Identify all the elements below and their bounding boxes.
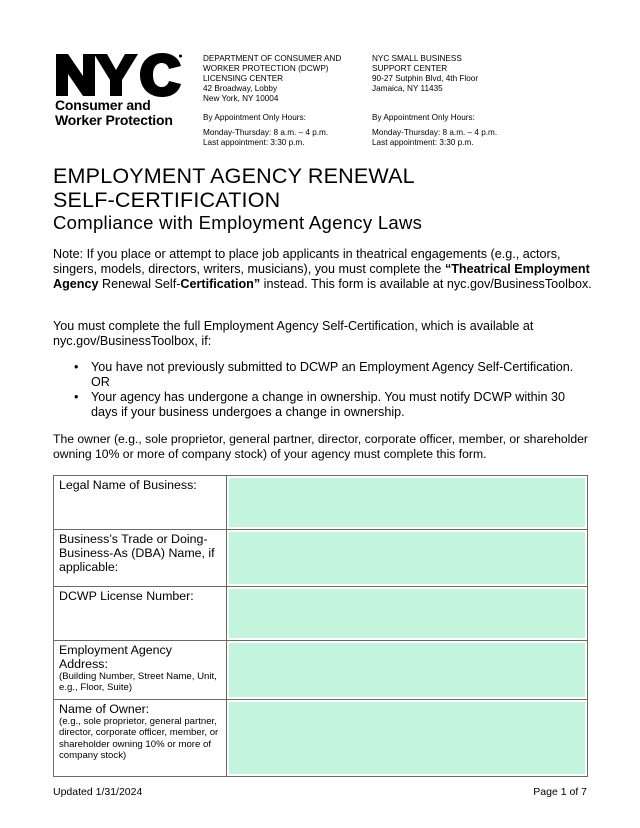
note-bold-certification: Certification”: [180, 277, 261, 292]
address-line: NYC SMALL BUSINESS: [372, 54, 462, 63]
address-line: WORKER PROTECTION (DCWP): [203, 63, 329, 73]
field-label: [54, 530, 227, 587]
license-number-field[interactable]: [227, 587, 588, 641]
field-label: [54, 641, 227, 700]
owner-note: The owner (e.g., sole proprietor, general partner, director, corporate officer, member, or shareholder owning 10% or more of company stock) of your agency must complete this form.: [53, 432, 588, 462]
address-line: LICENSING CENTER: [203, 73, 284, 83]
requirement-list: [74, 360, 594, 420]
address-line: 42 Broadway, Lobby: [203, 83, 278, 93]
hours-line: Monday-Thursday: 8 a.m. – 4 p.m.: [203, 128, 329, 138]
dba-name-field[interactable]: [227, 530, 588, 587]
table-row: [54, 476, 588, 530]
address-line: Jamaica, NY 11435: [372, 83, 443, 93]
address-line: SUPPORT CENTER: [372, 63, 448, 73]
agency-address-field[interactable]: [227, 641, 588, 700]
licensing-center-address: [203, 54, 341, 148]
hours-line: Last appointment: 3:30 p.m.: [203, 138, 305, 148]
field-hint: (e.g., sole proprietor, general partner, director, corporate officer, member, or shareholder owning 10% or more of company stock): [59, 716, 219, 761]
field-label-text: Name of Owner:: [59, 702, 150, 716]
nyc-logo-letter-y: [94, 54, 138, 96]
field-label-text: DCWP License Number:: [59, 589, 194, 603]
note-text: Note: If you place or attempt to place job applicants in theatrical engagements (e.g., actors, singers, models, directors, writers, musicians), you must complete the: [53, 247, 561, 277]
field-label: [54, 476, 227, 530]
nyc-logo-letter-n: [56, 54, 95, 96]
page-number: Page 1 of 7: [533, 786, 587, 798]
agency-name: [55, 98, 173, 128]
address-line: New York, NY 10004: [203, 93, 279, 103]
note-text: instead. This form is available at nyc.gov/BusinessToolbox.: [260, 277, 592, 292]
updated-date: Updated 1/31/2024: [53, 786, 143, 798]
hours-label: By Appointment Only Hours:: [203, 112, 306, 122]
field-hint: (Building Number, Street Name, Unit, e.g., Floor, Suite): [59, 671, 217, 694]
hours-line: Monday-Thursday: 8 a.m. – 4 p.m.: [372, 128, 498, 138]
address-line: DEPARTMENT OF CONSUMER AND: [203, 54, 342, 63]
agency-name-line2: Worker Protection: [55, 112, 173, 128]
note-text: Renewal Self-: [98, 277, 181, 292]
nyc-logo: [55, 52, 183, 98]
page-title: [53, 164, 415, 212]
theatrical-note: [53, 247, 593, 293]
business-info-form: [53, 475, 588, 777]
table-row: [54, 587, 588, 641]
table-row: [54, 530, 588, 587]
legal-name-input[interactable]: [229, 478, 585, 527]
field-label: [54, 700, 227, 777]
hours-label: By Appointment Only Hours:: [372, 112, 475, 122]
page-subtitle: Compliance with Employment Agency Laws: [53, 212, 423, 233]
hours-line: Last appointment: 3:30 p.m.: [372, 138, 474, 148]
address-line: 90-27 Sutphin Blvd, 4th Floor: [372, 73, 479, 83]
field-label-text: Business’s Trade or Doing-Business-As (DBA) Name, if applicable:: [59, 532, 215, 574]
table-row: [54, 641, 588, 700]
list-item: • Your agency has undergone a change in ownership. You must notify DCWP within 30 days if your business undergoes a change in ownership.: [74, 390, 594, 420]
field-label-text: Legal Name of Business:: [59, 478, 197, 492]
agency-name-line1: Consumer and: [55, 97, 151, 113]
support-center-address: [372, 54, 497, 148]
field-label-text: Employment Agency Address:: [59, 643, 172, 671]
agency-address-input[interactable]: [229, 643, 585, 697]
owner-name-field[interactable]: [227, 700, 588, 777]
legal-name-field[interactable]: [227, 476, 588, 530]
table-row: [54, 700, 588, 777]
license-number-input[interactable]: [229, 589, 585, 638]
page-title-line1: EMPLOYMENT AGENCY RENEWAL: [53, 164, 415, 188]
page-title-line2: SELF-CERTIFICATION: [53, 188, 281, 212]
list-item: • You have not previously submitted to DCWP an Employment Agency Self-Certification. OR: [74, 360, 594, 390]
intro-paragraph: You must complete the full Employment Agency Self-Certification, which is available at nyc.gov/BusinessToolbox, if:: [53, 319, 534, 349]
owner-name-input[interactable]: [229, 702, 585, 774]
dba-name-input[interactable]: [229, 532, 585, 584]
nyc-logo-letter-c: [140, 53, 181, 97]
note-bold-form-name: “Theatrical Employment Agency: [53, 262, 590, 292]
field-label: [54, 587, 227, 641]
